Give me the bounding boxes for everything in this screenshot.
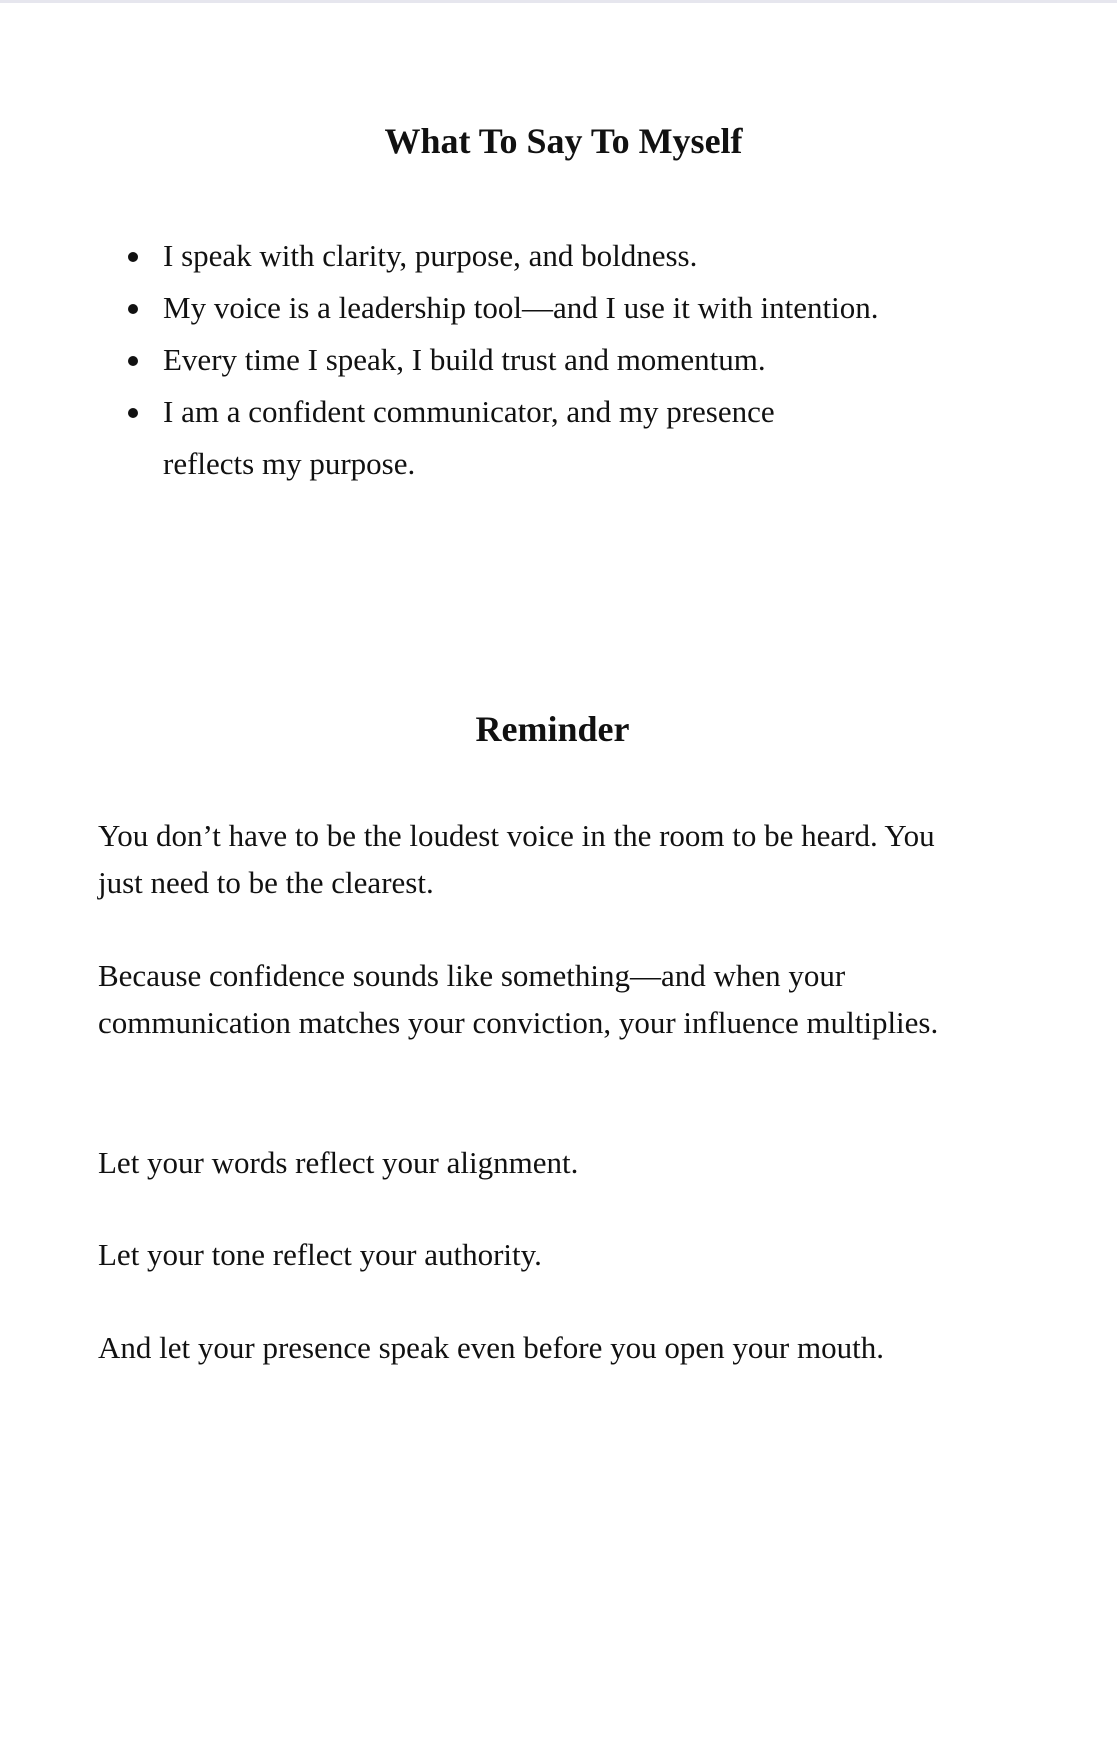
list-item [128, 282, 1028, 334]
bullet-icon [128, 304, 138, 314]
reminder-paragraph: You don’t have to be the loudest voice in the room to be heard. You just need to be the clearest. [98, 818, 935, 900]
bullet-icon [128, 356, 138, 366]
list-item [128, 386, 863, 490]
list-item [128, 230, 1028, 282]
reminder-paragraph: Let your tone reflect your authority. [98, 1237, 542, 1272]
list-item-text: I speak with clarity, purpose, and boldness. [163, 238, 698, 273]
section-title-reminder: Reminder [475, 709, 630, 749]
list-item-text: Every time I speak, I build trust and momentum. [163, 342, 766, 377]
bullet-icon [128, 252, 138, 262]
reminder-paragraph: Let your words reflect your alignment. [98, 1145, 579, 1180]
reminder-paragraph: And let your presence speak even before you open your mouth. [98, 1330, 884, 1365]
top-divider [0, 0, 1117, 3]
affirmation-list [128, 230, 1028, 490]
list-item [128, 334, 1028, 386]
bullet-icon [128, 408, 138, 418]
section-title-what-to-say: What To Say To Myself [384, 121, 743, 161]
list-item-text: I am a confident communicator, and my presence reflects my purpose. [163, 394, 775, 481]
reminder-paragraph: Because confidence sounds like something—and when your communication matches your conviction, your influence multiplies. [98, 958, 939, 1040]
list-item-text: My voice is a leadership tool—and I use it with intention. [163, 290, 879, 325]
